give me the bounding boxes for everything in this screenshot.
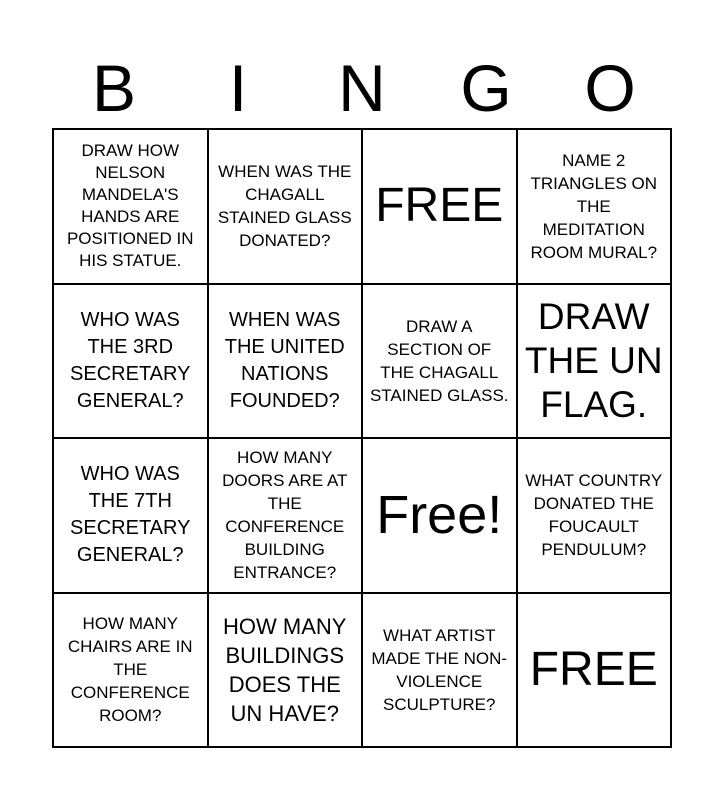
cell-text: WHAT COUNTRY DONATED THE FOUCAULT PENDULUM? (525, 471, 663, 560)
cell-text: DRAW HOW NELSON MANDELA'S HANDS ARE POSITIONED IN HIS STATUE. (66, 141, 194, 271)
cell-text: HOW MANY CHAIRS ARE IN THE CONFERENCE ROOM? (67, 614, 193, 726)
cell-text: FREE (529, 642, 658, 696)
bingo-cell[interactable] (208, 593, 363, 748)
cell-text: HOW MANY DOORS ARE AT THE CONFERENCE BUILDING ENTRANCE? (222, 448, 348, 583)
header-letter-g: G (460, 51, 512, 125)
cell-text: WHEN WAS THE CHAGALL STAINED GLASS DONATED? (217, 162, 352, 251)
bingo-header (52, 48, 672, 128)
bingo-grid (52, 128, 672, 748)
cell-text: WHAT ARTIST MADE THE NON-VIOLENCE SCULPTURE? (371, 625, 508, 714)
bingo-cell[interactable] (362, 593, 517, 748)
cell-text: WHO WAS THE 3RD SECRETARY GENERAL? (70, 308, 191, 412)
bingo-cell[interactable] (53, 284, 208, 439)
bingo-cell[interactable] (208, 284, 363, 439)
bingo-cell[interactable] (208, 129, 363, 284)
header-letter-i: I (228, 51, 248, 125)
cell-text: WHEN WAS THE UNITED NATIONS FOUNDED? (224, 308, 345, 412)
bingo-cell[interactable] (362, 284, 517, 439)
bingo-cell[interactable] (208, 438, 363, 593)
bingo-cell[interactable] (517, 438, 672, 593)
bingo-cell[interactable] (53, 593, 208, 748)
bingo-cell[interactable] (517, 129, 672, 284)
bingo-cell[interactable] (517, 593, 672, 748)
cell-text: Free! (376, 485, 503, 546)
bingo-cell[interactable] (53, 129, 208, 284)
cell-text: FREE (375, 179, 504, 233)
header-letter-b: B (91, 51, 137, 125)
cell-text: DRAW A SECTION OF THE CHAGALL STAINED GLASS. (369, 316, 509, 405)
cell-text: DRAW THE UN FLAG. (524, 295, 663, 425)
bingo-cell[interactable] (362, 129, 517, 284)
bingo-cell[interactable] (517, 284, 672, 439)
header-letter-n: N (338, 51, 386, 125)
cell-text: WHO WAS THE 7TH SECRETARY GENERAL? (70, 463, 191, 567)
bingo-cell[interactable] (53, 438, 208, 593)
cell-text: HOW MANY BUILDINGS DOES THE UN HAVE? (223, 613, 347, 726)
cell-text: NAME 2 TRIANGLES ON THE MEDITATION ROOM MURAL? (530, 150, 658, 262)
header-letter-o: O (584, 51, 636, 125)
bingo-cell[interactable] (362, 438, 517, 593)
